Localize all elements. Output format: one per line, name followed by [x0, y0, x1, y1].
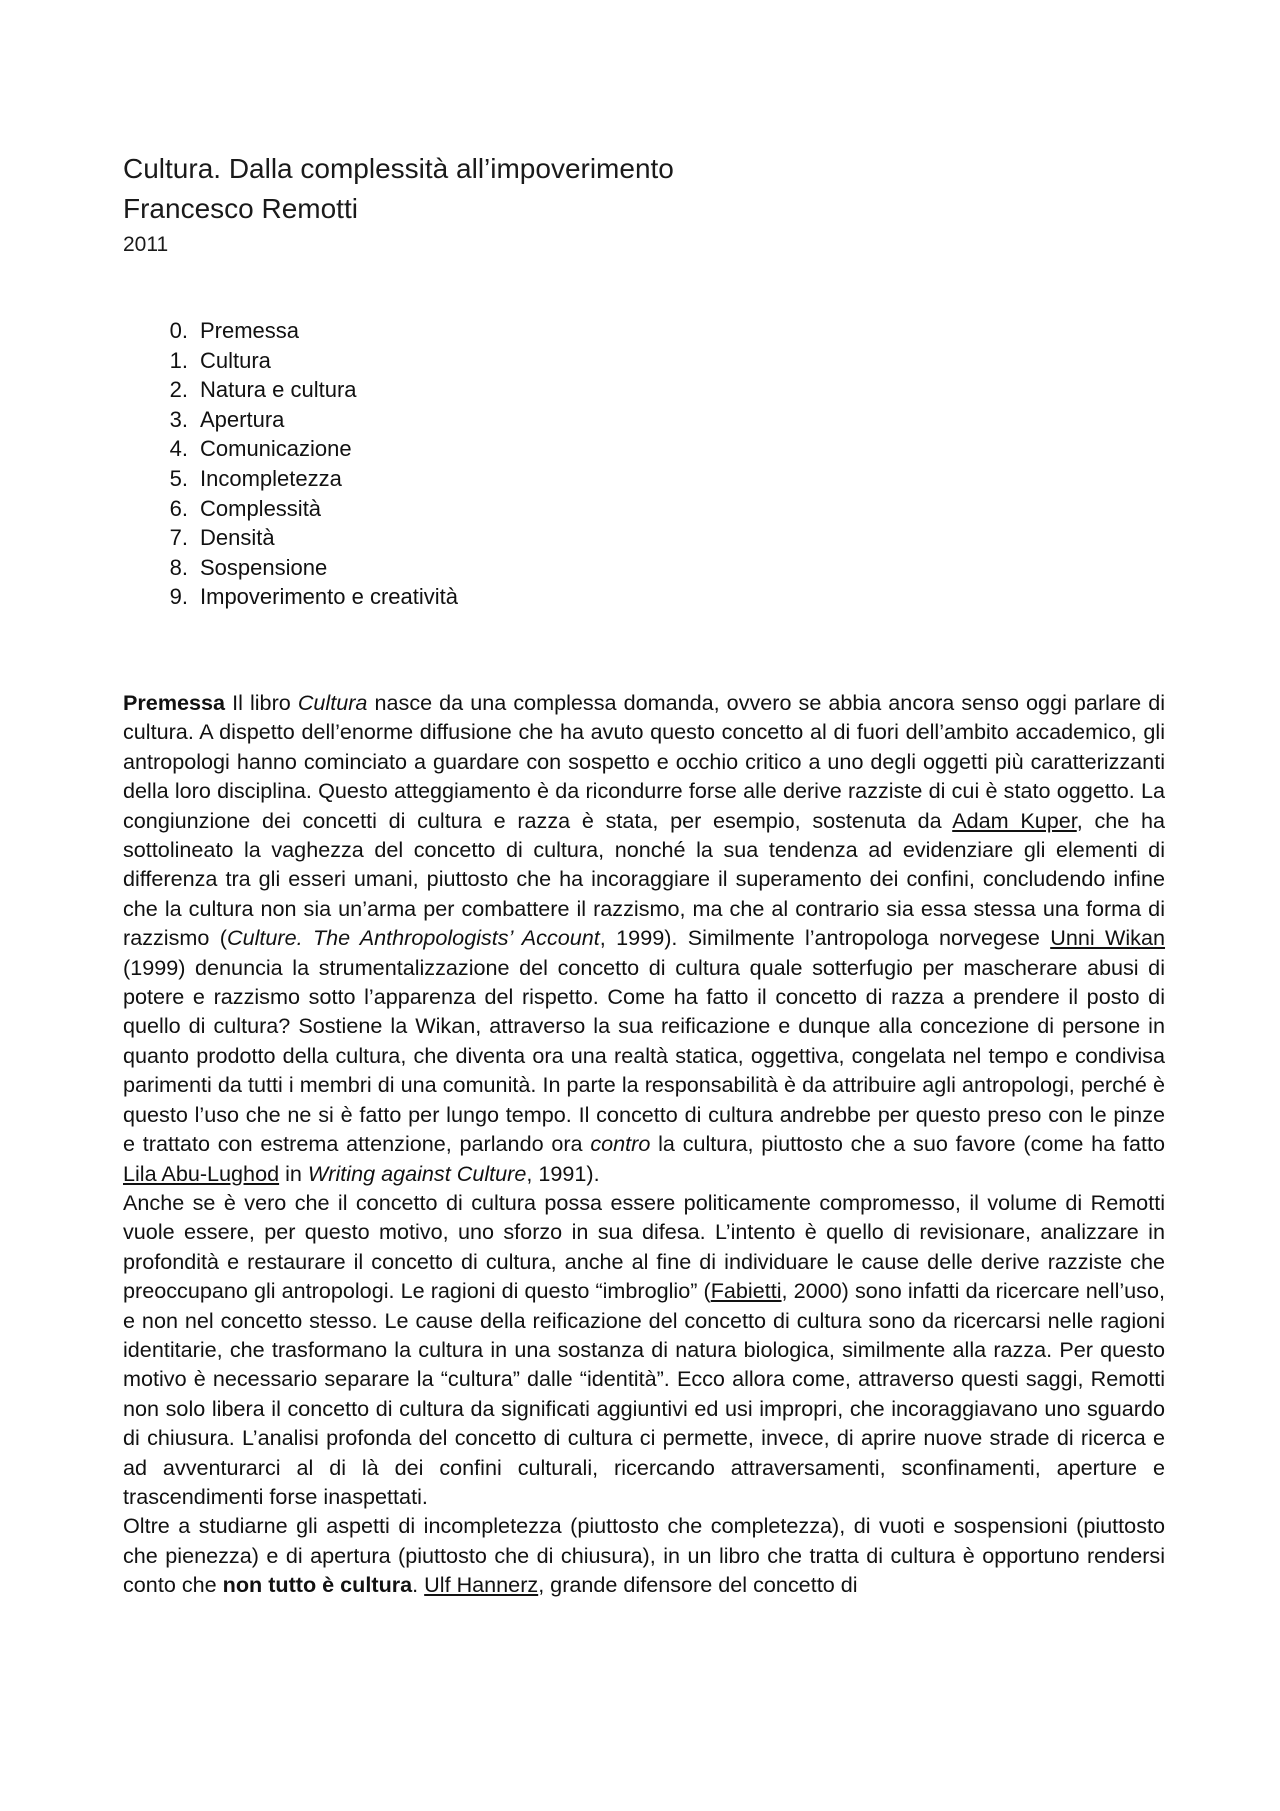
book-title: Culture. The Anthropologists’ Account: [226, 925, 600, 951]
text-run: Oltre a studiarne gli aspetti di incompletezza (piuttosto che completezza), di vuoti e sospensioni (piuttosto che pienezza) e di apertura (piuttosto che di chiusura), in un libro che tratta di cultura è opportuno rendersi conto che: [123, 1513, 1165, 1598]
toc-label: Cultura: [200, 347, 271, 373]
document-year: 2011: [123, 233, 169, 256]
paragraph-non-tutto-cultura: [123, 1511, 1165, 1599]
text-run: (1999) denuncia la strumentalizzazione del concetto di cultura quale sotterfugio per mascherare abusi di potere e razzismo sotto l’apparenza del rispetto. Come ha fatto il concetto di razza a prendere il posto di quello di cultura? Sostiene la Wikan, attraverso la sua reificazione e dunque alla concezione di persone in quanto prodotto della cultura, che diventa ora una realtà statica, oggettiva, congelata nel tempo e condivisa parimenti da tutti i membri di una comunità. In parte la responsabilità è da attribuire agli antropologi, perché è questo l’uso che ne si è fatto per lungo tempo. Il concetto di cultura andrebbe per questo preso con le pinze e trattato con estrema attenzione, parlando ora: [123, 954, 1165, 1157]
text-run: in: [279, 1160, 308, 1186]
text-run: nasce da una complessa domanda, ovvero se abbia ancora senso oggi parlare di cultura. A dispetto dell’enorme diffusione che ha avuto questo concetto al di fuori dell’ambito accademico, gli antropologi hanno cominciato a guardare con sospetto e occhio critico a uno degli oggetti più caratterizzanti della loro disciplina. Questo atteggiamento è da ricondurre forse alle derive razziste di cui è stato oggetto. La congiunzione dei concetti di cultura e razza è stata, per esempio, sostenuta da: [123, 690, 1165, 833]
link-fabietti[interactable]: Fabietti: [710, 1278, 782, 1304]
text-run: Anche se è vero che il concetto di cultura possa essere politicamente compromesso, il volume di Remotti vuole essere, per questo motivo, uno sforzo in sua difesa. L’intento è quello di revisionare, analizzare in profondità e restaurare il concetto di cultura, anche al fine di individuare le cause delle derive razziste che preoccupano gli antropologi. Le ragioni di questo “imbroglio” (: [123, 1189, 1165, 1304]
toc-number: 0.: [169, 318, 188, 343]
text-run: , che ha sottolineato la vaghezza del concetto di cultura, nonché la sua tendenza ad evidenziare gli elementi di differenza tra gli esseri umani, piuttosto che ha incoraggiare il superamento dei confini, concludendo infine che la cultura non sia un’arma per combattere il razzismo, ma che al contrario sia essa stessa una forma di razzismo (: [123, 807, 1165, 951]
toc-label: Incompletezza: [200, 465, 342, 491]
toc-item: [150, 494, 458, 524]
toc-number: 7.: [169, 525, 188, 551]
toc-number: 8.: [169, 554, 188, 580]
book-title: Cultura: [297, 690, 368, 715]
toc-item: [150, 553, 458, 583]
text-run: , 1991).: [526, 1160, 600, 1186]
toc-item: [150, 523, 458, 553]
paragraph-remotti-difesa: [123, 1188, 1165, 1511]
text-run: .: [412, 1572, 425, 1598]
toc-label: Sospensione: [200, 554, 328, 580]
book-title: Writing against Culture: [307, 1160, 527, 1186]
table-of-contents: [150, 316, 458, 612]
text-run: , 2000) sono infatti da ricercare nell’uso, e non nel concetto stesso. Le cause della reificazione del concetto di cultura sono da ricercarsi nelle ragioni identitarie, che trasformano la cultura in una sostanza di natura biologica, similmente alla razza. Per questo motivo è necessario separare la “cultura” dalle “identità”. Ecco allora come, attraverso questi saggi, Remotti non solo libera il concetto di cultura da significati aggiuntivi ed usi impropri, che incoraggiavano uno sguardo di chiusura. L’analisi profonda del concetto di cultura ci permette, invece, di aprire nuove strade di ricerca e ad avventurarci al di là dei confini culturali, ricercando attraversamenti, sconfinamenti, aperture e trascendimenti forse inaspettati.: [123, 1278, 1165, 1509]
paragraph-premessa: [123, 688, 1165, 1188]
toc-number: 1.: [169, 347, 188, 373]
link-lila-abu-lughod[interactable]: Lila Abu-Lughod: [123, 1160, 280, 1186]
toc-item: [150, 434, 458, 464]
toc-number: 5.: [169, 465, 188, 491]
body-text: [123, 688, 1165, 1600]
toc-label: Complessità: [200, 495, 322, 521]
toc-label: Premessa: [200, 318, 300, 343]
text-run: , 1999). Similmente l’antropologa norvegese: [599, 925, 1051, 951]
toc-item: [150, 582, 458, 612]
toc-number: 2.: [169, 377, 188, 403]
document-title: Cultura. Dalla complessità all’impoverimento: [123, 153, 674, 184]
toc-label: Comunicazione: [200, 436, 352, 462]
toc-number: 6.: [169, 495, 188, 521]
toc-label: Apertura: [200, 406, 285, 432]
bold-emphasis: non tutto è cultura: [222, 1572, 413, 1598]
toc-label: Densità: [200, 525, 275, 551]
toc-item: [150, 464, 458, 494]
text-run: Il libro: [225, 690, 298, 715]
toc-number: 9.: [169, 584, 188, 610]
toc-number: 4.: [169, 436, 188, 462]
toc-number: 3.: [169, 406, 188, 432]
link-adam-kuper[interactable]: Adam Kuper: [952, 807, 1077, 833]
toc-item: [150, 405, 458, 435]
text-run: , grande difensore del concetto di: [538, 1572, 858, 1598]
document-author: Francesco Remotti: [123, 193, 358, 224]
link-ulf-hannerz[interactable]: Ulf Hannerz: [424, 1572, 539, 1598]
toc-label: Impoverimento e creatività: [200, 584, 458, 610]
toc-item: [150, 375, 458, 405]
link-unni-wikan[interactable]: Unni Wikan: [1050, 925, 1166, 951]
section-heading: Premessa: [123, 690, 226, 715]
toc-item: [150, 346, 458, 376]
toc-item: [150, 316, 458, 346]
toc-label: Natura e cultura: [200, 377, 357, 403]
text-run: la cultura, piuttosto che a suo favore (come ha fatto: [650, 1131, 1165, 1157]
emphasis: contro: [590, 1131, 651, 1157]
